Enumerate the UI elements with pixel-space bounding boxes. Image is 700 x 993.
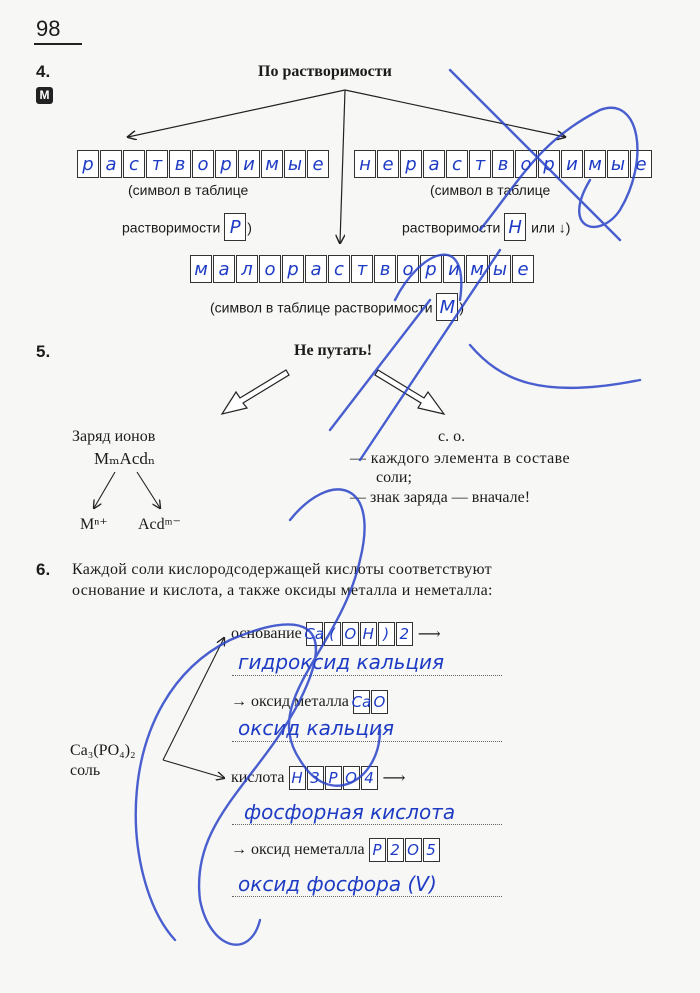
salt-formula: Ca₃(PO₄)₂ — [70, 742, 136, 759]
slight-cell[interactable]: р — [420, 255, 442, 283]
sol-cell[interactable]: ы — [284, 150, 306, 178]
charge-title: Заряд ионов — [72, 428, 156, 445]
slight-cell[interactable]: ы — [489, 255, 511, 283]
nonmetal-oxide-answer-line — [232, 896, 502, 897]
insol-cell[interactable]: с — [446, 150, 468, 178]
task6-text-line1: Каждой соли кислородсодержащей кислоты соответствуют — [72, 561, 492, 578]
insoluble-note-line1: (символ в таблице — [430, 182, 551, 198]
insoluble-note-line2: растворимости Н или ↓) — [402, 213, 570, 241]
sol-cell[interactable]: т — [146, 150, 168, 178]
metal-oxide-row: → оксид металла Ca O — [231, 690, 389, 714]
nmoxide-cell[interactable]: 5 — [423, 838, 440, 862]
insol-cell[interactable]: в — [492, 150, 514, 178]
task6-number: 6. — [36, 560, 51, 579]
acid-answer-line — [232, 824, 502, 825]
sol-cell[interactable]: а — [100, 150, 122, 178]
task5-number: 5. — [36, 342, 51, 361]
insol-cell[interactable]: р — [400, 150, 422, 178]
slight-cell[interactable]: м — [466, 255, 488, 283]
base-cell[interactable]: ) — [378, 622, 395, 646]
slight-cell[interactable]: а — [305, 255, 327, 283]
nonmetal-oxide-row: → оксид неметалла P 2 O 5 — [231, 838, 441, 862]
soluble-symbol-cell[interactable]: Р — [224, 213, 246, 241]
acid-cell[interactable]: 3 — [307, 766, 324, 790]
acid-cell[interactable]: 4 — [361, 766, 378, 790]
base-cell[interactable]: 2 — [396, 622, 413, 646]
slight-cell[interactable]: а — [213, 255, 235, 283]
base-answer[interactable]: гидроксид кальция — [238, 650, 445, 674]
nmoxide-cell[interactable]: P — [369, 838, 386, 862]
slight-cell[interactable]: с — [328, 255, 350, 283]
insol-cell[interactable]: м — [584, 150, 606, 178]
insol-cell[interactable]: е — [630, 150, 652, 178]
slight-cell[interactable]: о — [397, 255, 419, 283]
nonmetal-oxide-cells[interactable] — [369, 838, 441, 862]
nonmetal-oxide-answer[interactable]: оксид фосфора (V) — [238, 872, 437, 896]
base-cell[interactable]: Ca — [306, 622, 323, 646]
metal-oxide-answer-line — [232, 741, 502, 742]
nmoxide-cell[interactable]: O — [405, 838, 422, 862]
sol-cell[interactable]: р — [215, 150, 237, 178]
slightly-soluble-note: (символ в таблице растворимости М ) — [210, 293, 464, 321]
task4-heading: По растворимости — [258, 63, 392, 80]
insol-cell[interactable]: а — [423, 150, 445, 178]
acid-formula-cells[interactable] — [289, 766, 379, 790]
slight-cell[interactable]: т — [351, 255, 373, 283]
oxidation-rule-1-cont: соли; — [376, 469, 412, 486]
slight-cell[interactable]: е — [512, 255, 534, 283]
base-formula-cells[interactable] — [306, 622, 414, 646]
insol-cell[interactable]: н — [354, 150, 376, 178]
page-number: 98 — [36, 16, 61, 41]
anion-formula: Acdᵐ⁻ — [138, 516, 181, 533]
task5-heading: Не путать! — [294, 342, 373, 359]
acid-cell[interactable]: P — [325, 766, 342, 790]
sol-cell[interactable]: е — [307, 150, 329, 178]
acid-cell[interactable]: O — [343, 766, 360, 790]
slightly-symbol-cell[interactable]: М — [436, 293, 458, 321]
slight-cell[interactable]: р — [282, 255, 304, 283]
salt-label: соль — [70, 762, 101, 779]
metal-oxide-answer[interactable]: оксид кальция — [238, 716, 395, 740]
moxide-cell[interactable]: O — [371, 690, 388, 714]
oxidation-state-title: с. о. — [438, 428, 466, 445]
insol-cell[interactable]: е — [377, 150, 399, 178]
acid-cell[interactable]: H — [289, 766, 306, 790]
cation-formula: Mⁿ⁺ — [80, 516, 108, 533]
base-row: основание Ca ( O H ) 2 ⟶ — [231, 622, 441, 646]
base-cell[interactable]: ( — [324, 622, 341, 646]
task4-number: 4. — [36, 62, 51, 81]
base-answer-line — [232, 675, 502, 676]
slight-cell[interactable]: в — [374, 255, 396, 283]
acid-row: кислота H 3 P O 4 ⟶ — [231, 766, 405, 790]
charge-formula: MₘAcdₙ — [94, 449, 156, 468]
sol-cell[interactable]: р — [77, 150, 99, 178]
sol-cell[interactable]: в — [169, 150, 191, 178]
insol-cell[interactable]: ы — [607, 150, 629, 178]
insol-cell[interactable]: и — [561, 150, 583, 178]
sol-cell[interactable]: и — [238, 150, 260, 178]
nmoxide-cell[interactable]: 2 — [387, 838, 404, 862]
sol-cell[interactable]: с — [123, 150, 145, 178]
slight-cell[interactable]: м — [190, 255, 212, 283]
sol-cell[interactable]: м — [261, 150, 283, 178]
soluble-note-line2: растворимости Р ) — [122, 213, 252, 241]
oxidation-rule-1: — каждого элемента в составе — [350, 450, 570, 467]
m-badge-icon: М — [36, 87, 53, 104]
base-cell[interactable]: H — [360, 622, 377, 646]
task6-text-line2: основание и кислота, а также оксиды металла и неметалла: — [72, 582, 493, 599]
metal-oxide-cells[interactable] — [353, 690, 389, 714]
insol-cell[interactable]: о — [515, 150, 537, 178]
acid-answer[interactable]: фосфорная кислота — [244, 800, 456, 824]
insoluble-symbol-cell[interactable]: Н — [504, 213, 526, 241]
insol-cell[interactable]: р — [538, 150, 560, 178]
moxide-cell[interactable]: Ca — [353, 690, 370, 714]
sol-cell[interactable]: о — [192, 150, 214, 178]
slight-cell[interactable]: л — [236, 255, 258, 283]
oxidation-rule-2: — знак заряда — вначале! — [350, 489, 531, 506]
slight-cell[interactable]: и — [443, 255, 465, 283]
slight-cell[interactable]: о — [259, 255, 281, 283]
soluble-note-line1: (символ в таблице — [128, 182, 249, 198]
insol-cell[interactable]: т — [469, 150, 491, 178]
base-cell[interactable]: O — [342, 622, 359, 646]
